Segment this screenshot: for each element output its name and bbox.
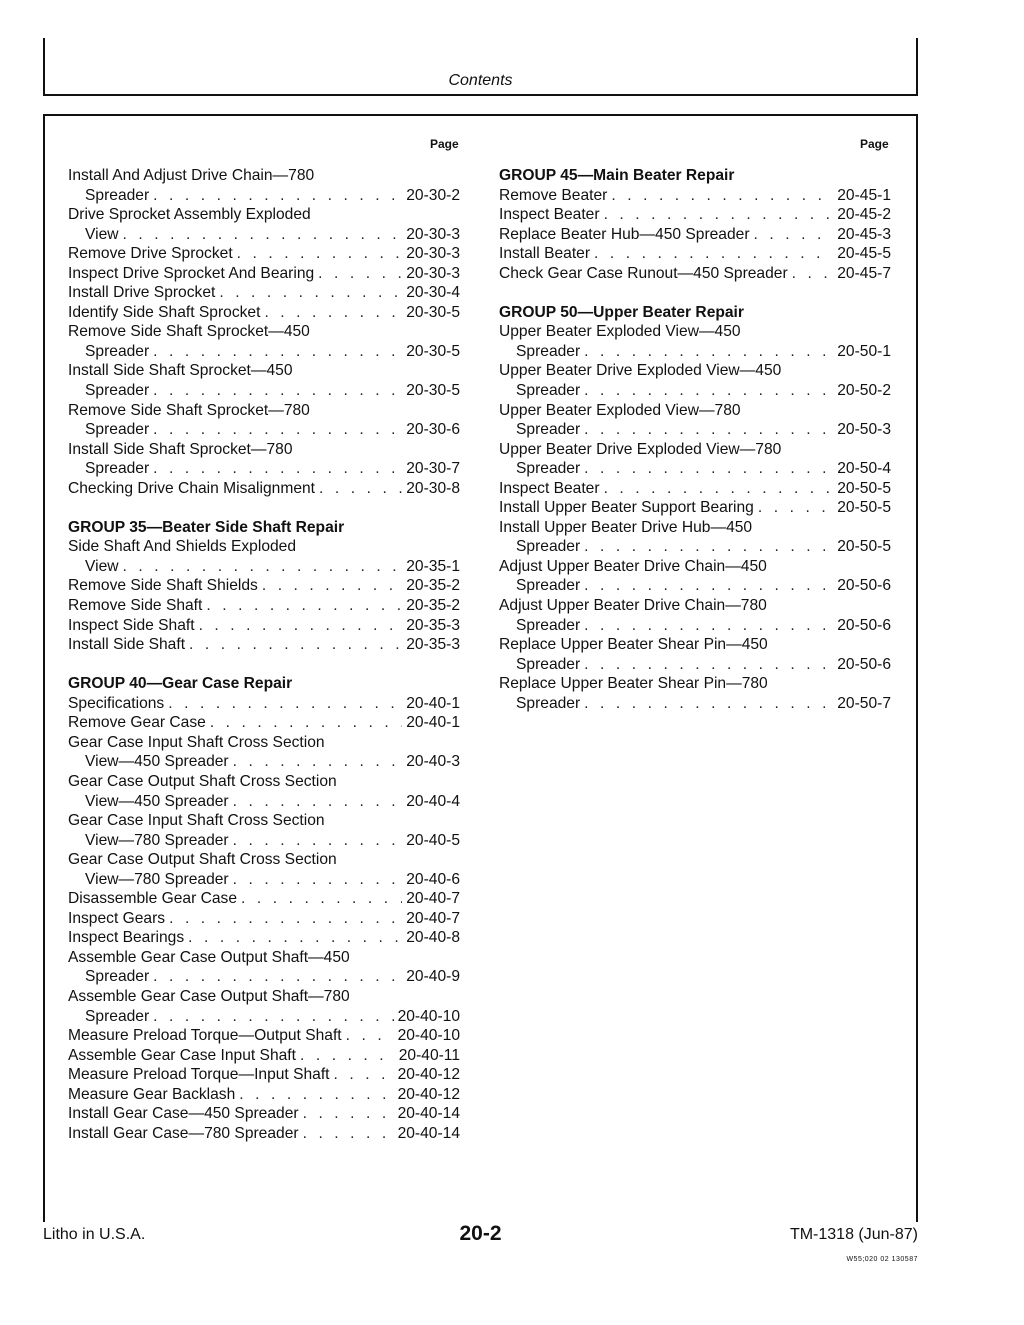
entry-title: Gear Case Input Shaft Cross Section — [68, 812, 325, 830]
entry-title: Remove Beater — [499, 186, 608, 204]
page-header-title: Contents — [448, 72, 513, 89]
entry-page-number: 20-30-3 — [406, 225, 460, 243]
dot-leader — [584, 420, 833, 440]
entry-title: Spreader — [85, 460, 150, 478]
entry-title: Upper Beater Exploded View—780 — [499, 401, 741, 419]
entry-title: Remove Drive Sprocket — [68, 245, 233, 263]
entry-title: Spreader — [516, 577, 581, 595]
entry-title: Specifications — [68, 694, 165, 712]
toc-entry[interactable] — [499, 264, 891, 284]
entry-title: Replace Beater Hub—450 Spreader — [499, 225, 750, 243]
entry-title: Measure Gear Backlash — [68, 1085, 236, 1103]
toc-entry[interactable] — [68, 889, 460, 909]
toc-entry[interactable] — [68, 928, 460, 948]
entry-page-number: 20-45-7 — [837, 264, 891, 282]
toc-entry[interactable] — [68, 537, 460, 576]
entry-page-number: 20-30-3 — [406, 245, 460, 263]
entry-title: Spreader — [516, 460, 581, 478]
dot-leader — [758, 498, 833, 518]
entry-page-number: 20-40-9 — [406, 968, 460, 986]
entry-page-number: 20-40-10 — [397, 1007, 460, 1025]
entry-title: Install Side Shaft — [68, 636, 186, 654]
entry-page-number: 20-35-2 — [406, 577, 460, 595]
toc-group — [68, 674, 460, 1143]
toc-entry[interactable] — [68, 166, 460, 205]
entry-page-number: 20-45-3 — [837, 225, 891, 243]
dot-leader — [206, 596, 402, 616]
dot-leader — [303, 1104, 394, 1124]
entry-title: Remove Side Shaft Sprocket—780 — [68, 401, 310, 419]
entry-title: Adjust Upper Beater Drive Chain—780 — [499, 597, 767, 615]
entry-title: Install Gear Case—780 Spreader — [68, 1124, 299, 1142]
toc-entry[interactable] — [68, 401, 460, 440]
entry-title: Checking Drive Chain Misalignment — [68, 479, 316, 497]
entry-page-number: 20-50-5 — [837, 538, 891, 556]
entry-page-number: 20-35-3 — [406, 616, 460, 634]
toc-entry[interactable] — [68, 811, 460, 850]
dot-leader — [334, 1065, 394, 1085]
dot-leader — [754, 225, 834, 245]
entry-title: Install Upper Beater Support Bearing — [499, 499, 754, 517]
toc-group — [68, 166, 460, 498]
entry-page-number: 20-45-5 — [837, 245, 891, 263]
entry-page-number: 20-50-7 — [837, 694, 891, 712]
entry-page-number: 20-40-10 — [397, 1027, 460, 1045]
entry-title: Inspect Bearings — [68, 929, 185, 947]
entry-page-number: 20-40-7 — [406, 909, 460, 927]
entry-title: Spreader — [85, 968, 150, 986]
dot-leader — [233, 831, 403, 851]
entry-page-number: 20-50-3 — [837, 421, 891, 439]
entry-title: Install Gear Case—450 Spreader — [68, 1105, 299, 1123]
toc-entry[interactable] — [499, 401, 891, 440]
footer-printing-note: Litho in U.S.A. — [43, 1226, 146, 1243]
entry-page-number: 20-40-7 — [406, 890, 460, 908]
toc-entry[interactable] — [499, 674, 891, 713]
entry-title: View—780 Spreader — [85, 870, 229, 888]
toc-entry[interactable] — [68, 1104, 460, 1124]
dot-leader — [241, 889, 402, 909]
entry-title: Spreader — [516, 382, 581, 400]
entry-page-number: 20-35-2 — [406, 597, 460, 615]
page-number: 20-2 — [459, 1222, 502, 1245]
entry-page-number: 20-30-6 — [406, 421, 460, 439]
toc-entry[interactable] — [499, 518, 891, 557]
dot-leader — [233, 870, 403, 890]
page-column-label-right: Page — [860, 137, 889, 151]
entry-page-number: 20-40-14 — [397, 1124, 460, 1142]
entry-page-number: 20-40-6 — [406, 870, 460, 888]
toc-entry[interactable] — [68, 694, 460, 714]
toc-entry[interactable] — [499, 225, 891, 245]
toc-entry[interactable] — [68, 948, 460, 987]
entry-page-number: 20-35-3 — [406, 636, 460, 654]
entry-title: Gear Case Input Shaft Cross Section — [68, 733, 325, 751]
entry-title: Check Gear Case Runout—450 Spreader — [499, 264, 788, 282]
toc-entry[interactable] — [68, 322, 460, 361]
dot-leader — [792, 264, 834, 284]
group-title: GROUP 45—Main Beater Repair — [499, 167, 735, 184]
entry-title: Drive Sprocket Assembly Exploded — [68, 206, 311, 224]
entry-title: Remove Side Shaft Shields — [68, 577, 258, 595]
toc-entry[interactable] — [68, 303, 460, 323]
toc-entry[interactable] — [68, 850, 460, 889]
entry-page-number: 20-40-5 — [406, 831, 460, 849]
group-title: GROUP 40—Gear Case Repair — [68, 675, 293, 693]
entry-page-number: 20-30-2 — [406, 186, 460, 204]
dot-leader — [123, 557, 403, 577]
toc-entry[interactable] — [68, 713, 460, 733]
dot-leader — [153, 186, 402, 206]
dot-leader — [233, 752, 403, 772]
entry-title: Measure Preload Torque—Input Shaft — [68, 1066, 330, 1084]
dot-leader — [604, 479, 834, 499]
document-code: W55;020 02 130587 — [846, 1256, 918, 1263]
entry-title: Spreader — [516, 342, 581, 360]
toc-entry[interactable] — [68, 596, 460, 616]
dot-leader — [584, 576, 833, 596]
toc-entry[interactable] — [499, 440, 891, 479]
entry-page-number: 20-30-5 — [406, 382, 460, 400]
dot-leader — [123, 225, 403, 245]
toc-entry[interactable] — [499, 557, 891, 596]
dot-leader — [153, 459, 402, 479]
entry-title: Spreader — [516, 694, 581, 712]
entry-title: Install Upper Beater Drive Hub—450 — [499, 518, 753, 536]
toc-entry[interactable] — [68, 909, 460, 929]
entry-title: Install Beater — [499, 245, 591, 263]
entry-page-number: 20-40-1 — [406, 694, 460, 712]
toc-entry[interactable] — [68, 361, 460, 400]
entry-title: Remove Side Shaft — [68, 597, 203, 615]
dot-leader — [584, 342, 833, 362]
dot-leader — [264, 303, 402, 323]
toc-entry[interactable] — [499, 479, 891, 499]
toc-entry[interactable] — [68, 244, 460, 264]
entry-title: Spreader — [516, 538, 581, 556]
toc-entry[interactable] — [499, 205, 891, 225]
entry-page-number: 20-50-6 — [837, 616, 891, 634]
manual-number: TM-1318 (Jun-87) — [789, 1226, 918, 1243]
group-title: GROUP 50—Upper Beater Repair — [499, 303, 744, 321]
entry-title: Inspect Gears — [68, 909, 166, 927]
dot-leader — [237, 244, 403, 264]
entry-title: Spreader — [85, 421, 150, 439]
entry-title: Identify Side Shaft Sprocket — [68, 303, 261, 321]
entry-title: Spreader — [85, 382, 150, 400]
dot-leader — [169, 909, 402, 929]
dot-leader — [611, 186, 833, 206]
toc-entry[interactable] — [499, 498, 891, 518]
entry-title: Upper Beater Drive Exploded View—780 — [499, 440, 782, 458]
entry-page-number: 20-50-6 — [837, 655, 891, 673]
toc-entry[interactable] — [68, 733, 460, 772]
dot-leader — [168, 694, 402, 714]
dot-leader — [153, 381, 402, 401]
dot-leader — [604, 205, 834, 225]
entry-page-number: 20-30-5 — [406, 303, 460, 321]
toc-entry[interactable] — [68, 1046, 460, 1066]
entry-title: Remove Side Shaft Sprocket—450 — [68, 323, 310, 341]
entry-title: View—450 Spreader — [85, 792, 229, 810]
entry-title: Upper Beater Exploded View—450 — [499, 323, 741, 341]
entry-title: View—780 Spreader — [85, 831, 229, 849]
entry-page-number: 20-30-5 — [406, 342, 460, 360]
dot-leader — [199, 616, 403, 636]
header-frame — [43, 38, 918, 96]
dot-leader — [262, 576, 402, 596]
dot-leader — [219, 283, 402, 303]
entry-title: Assemble Gear Case Output Shaft—450 — [68, 948, 350, 966]
entry-title: Spreader — [85, 1007, 150, 1025]
entry-page-number: 20-50-4 — [837, 460, 891, 478]
dot-leader — [233, 792, 403, 812]
entry-page-number: 20-40-12 — [397, 1085, 460, 1103]
entry-page-number: 20-30-4 — [406, 284, 460, 302]
entry-page-number: 20-30-3 — [406, 264, 460, 282]
toc-entry[interactable] — [68, 1085, 460, 1105]
entry-title: View — [85, 557, 119, 575]
dot-leader — [303, 1124, 394, 1144]
toc-entry[interactable] — [68, 1026, 460, 1046]
entry-title: Install Side Shaft Sprocket—450 — [68, 362, 293, 380]
entry-page-number: 20-40-3 — [406, 753, 460, 771]
entry-title: Spreader — [516, 616, 581, 634]
toc-entry[interactable] — [68, 576, 460, 596]
dot-leader — [346, 1026, 394, 1046]
toc-left-column — [68, 166, 460, 1143]
entry-page-number: 20-40-12 — [397, 1066, 460, 1084]
entry-title: View — [85, 225, 119, 243]
dot-leader — [153, 420, 402, 440]
entry-title: Measure Preload Torque—Output Shaft — [68, 1027, 342, 1045]
entry-page-number: 20-35-1 — [406, 557, 460, 575]
toc-entry[interactable] — [499, 322, 891, 361]
toc-entry[interactable] — [499, 361, 891, 400]
entry-title: Install Drive Sprocket — [68, 284, 216, 302]
dot-leader — [239, 1085, 393, 1105]
entry-title: Side Shaft And Shields Exploded — [68, 538, 297, 556]
entry-title: Gear Case Output Shaft Cross Section — [68, 851, 337, 869]
toc-entry[interactable] — [68, 440, 460, 479]
dot-leader — [153, 967, 402, 987]
entry-title: Spreader — [85, 186, 150, 204]
dot-leader — [584, 459, 833, 479]
entry-title: Install And Adjust Drive Chain—780 — [68, 167, 315, 184]
entry-page-number: 20-50-6 — [837, 577, 891, 595]
entry-page-number: 20-30-8 — [406, 479, 460, 497]
entry-page-number: 20-45-1 — [837, 186, 891, 204]
group-title: GROUP 35—Beater Side Shaft Repair — [68, 518, 345, 536]
entry-title: Inspect Side Shaft — [68, 616, 195, 634]
entry-page-number: 20-40-1 — [406, 714, 460, 732]
entry-title: Replace Upper Beater Shear Pin—450 — [499, 636, 768, 654]
toc-group — [499, 303, 891, 713]
entry-title: View—450 Spreader — [85, 753, 229, 771]
dot-leader — [584, 655, 833, 675]
toc-entry[interactable] — [68, 205, 460, 244]
toc-right-column — [499, 166, 891, 713]
dot-leader — [300, 1046, 395, 1066]
toc-entry[interactable] — [68, 616, 460, 636]
toc-entry[interactable] — [68, 635, 460, 655]
toc-entry[interactable] — [68, 264, 460, 284]
toc-entry[interactable] — [68, 772, 460, 811]
entry-title: Upper Beater Drive Exploded View—450 — [499, 362, 782, 380]
dot-leader — [584, 616, 833, 636]
entry-page-number: 20-45-2 — [837, 206, 891, 224]
entry-title: Inspect Drive Sprocket And Bearing — [68, 264, 315, 282]
entry-page-number: 20-40-11 — [398, 1046, 460, 1064]
dot-leader — [584, 381, 833, 401]
entry-title: Assemble Gear Case Output Shaft—780 — [68, 987, 350, 1005]
toc-entry[interactable] — [68, 987, 460, 1026]
entry-page-number: 20-50-2 — [837, 382, 891, 400]
entry-title: Disassemble Gear Case — [68, 890, 237, 908]
toc-entry[interactable] — [499, 635, 891, 674]
dot-leader — [319, 479, 402, 499]
toc-group — [68, 518, 460, 655]
page-column-label-left: Page — [430, 137, 459, 151]
dot-leader — [594, 244, 833, 264]
toc-entry[interactable] — [499, 596, 891, 635]
dot-leader — [318, 264, 402, 284]
entry-page-number: 20-40-14 — [397, 1105, 460, 1123]
entry-page-number: 20-50-5 — [837, 479, 891, 497]
entry-page-number: 20-40-4 — [406, 792, 460, 810]
entry-page-number: 20-50-1 — [837, 342, 891, 360]
entry-title: Inspect Beater — [499, 479, 600, 497]
entry-title: Adjust Upper Beater Drive Chain—450 — [499, 557, 767, 575]
entry-title: Inspect Beater — [499, 206, 600, 224]
entry-title: Assemble Gear Case Input Shaft — [68, 1046, 296, 1064]
toc-entry[interactable] — [68, 1124, 460, 1144]
entry-title: Install Side Shaft Sprocket—780 — [68, 440, 293, 458]
entry-title: Spreader — [516, 421, 581, 439]
toc-entry[interactable] — [499, 244, 891, 264]
entry-page-number: 20-30-7 — [406, 460, 460, 478]
toc-entry[interactable] — [68, 479, 460, 499]
toc-entry[interactable] — [499, 186, 891, 206]
toc-entry[interactable] — [68, 1065, 460, 1085]
entry-title: Replace Upper Beater Shear Pin—780 — [499, 675, 768, 693]
dot-leader — [188, 928, 402, 948]
dot-leader — [153, 342, 402, 362]
toc-entry[interactable] — [68, 283, 460, 303]
entry-title: Remove Gear Case — [68, 714, 206, 732]
entry-title: Spreader — [85, 342, 150, 360]
entry-page-number: 20-50-5 — [837, 499, 891, 517]
dot-leader — [210, 713, 402, 733]
dot-leader — [584, 694, 833, 714]
entry-page-number: 20-40-8 — [406, 929, 460, 947]
entry-title: Spreader — [516, 655, 581, 673]
toc-group — [499, 166, 891, 283]
dot-leader — [189, 635, 402, 655]
dot-leader — [584, 537, 833, 557]
entry-title: Gear Case Output Shaft Cross Section — [68, 772, 337, 790]
dot-leader — [153, 1007, 393, 1027]
